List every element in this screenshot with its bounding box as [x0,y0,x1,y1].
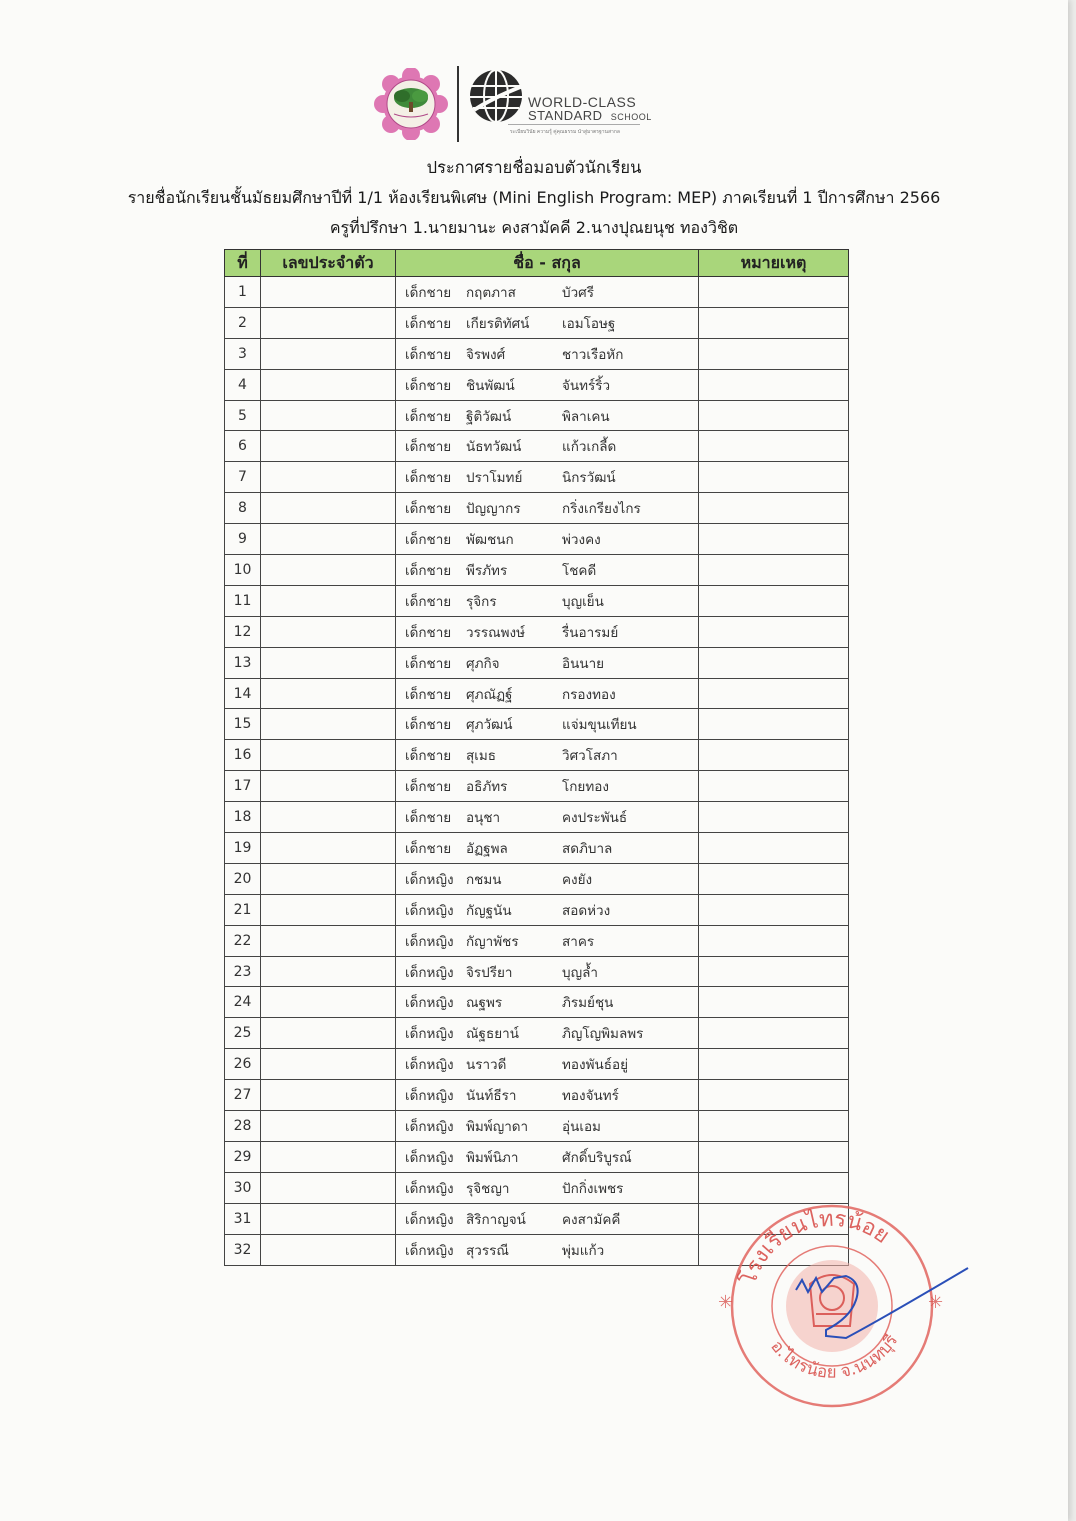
table-row [225,740,849,771]
student-name-cell [396,307,699,338]
student-id-cell [261,1049,396,1080]
student-name-cell [396,647,699,678]
remark-cell [699,1111,849,1142]
student-id-cell [261,1172,396,1203]
row-number: 9 [225,524,261,555]
table-row [225,1111,849,1142]
row-number: 17 [225,771,261,802]
row-number: 1 [225,277,261,308]
first-name: จิรปรียา [466,964,513,981]
first-name: ณฐพร [466,995,503,1012]
student-id-cell [261,771,396,802]
remark-cell [699,833,849,864]
row-number: 20 [225,863,261,894]
last-name: เอมโอษฐ [562,315,616,332]
globe-icon [466,66,530,126]
column-header-id: เลขประจำตัว [261,250,396,277]
first-name: รุจิชญา [466,1180,510,1197]
wordmark-underline [508,124,640,125]
student-id-cell [261,925,396,956]
student-name-cell [396,277,699,308]
table-row [225,1080,849,1111]
name-prefix: เด็กหญิง [405,1149,454,1166]
name-prefix: เด็กชาย [405,315,452,332]
table-row [225,555,849,586]
stamp-right-star-icon: ✳ [928,1292,944,1313]
name-prefix: เด็กชาย [405,655,452,672]
last-name: แก้วเกลี้ด [562,439,617,456]
student-id-cell [261,863,396,894]
table-row [225,863,849,894]
table-row [225,647,849,678]
row-number: 13 [225,647,261,678]
student-id-cell [261,1141,396,1172]
student-id-cell [261,833,396,864]
student-name-cell [396,740,699,771]
row-number: 25 [225,1018,261,1049]
last-name: พ่วงคง [562,532,601,549]
row-number: 19 [225,833,261,864]
name-prefix: เด็กชาย [405,779,452,796]
first-name: พัฒชนก [466,532,514,549]
last-name: กรองทอง [562,686,616,703]
name-prefix: เด็กหญิง [405,1242,454,1259]
student-id-cell [261,1018,396,1049]
name-prefix: เด็กหญิง [405,1211,454,1228]
row-number: 27 [225,1080,261,1111]
table-row [225,709,849,740]
last-name: ชาวเรือหัก [562,346,624,363]
last-name: สาคร [562,933,595,950]
last-name: โกยทอง [562,779,609,796]
remark-cell [699,585,849,616]
name-prefix: เด็กชาย [405,408,452,425]
last-name: คงสามัคคี [562,1211,621,1228]
last-name: คงประพันธ์ [562,810,628,827]
last-name: ทองพันธ์อยู่ [562,1057,628,1074]
table-row [225,802,849,833]
student-name-cell [396,524,699,555]
school-stamp-with-signature [700,1196,970,1416]
student-name-cell [396,1018,699,1049]
student-name-cell [396,833,699,864]
student-name-cell [396,493,699,524]
last-name: ทองจันทร์ [562,1088,619,1105]
last-name: คงยัง [562,871,593,888]
name-prefix: เด็กหญิง [405,1118,454,1135]
student-id-cell [261,647,396,678]
first-name: พีรภัทร [466,562,508,579]
student-name-cell [396,1203,699,1234]
name-prefix: เด็กชาย [405,717,452,734]
row-number: 28 [225,1111,261,1142]
name-prefix: เด็กชาย [405,377,452,394]
table-row [225,369,849,400]
student-name-cell [396,462,699,493]
table-row [225,400,849,431]
student-name-cell [396,585,699,616]
name-prefix: เด็กชาย [405,284,452,301]
table-row [225,616,849,647]
table-row [225,462,849,493]
table-row [225,1018,849,1049]
name-prefix: เด็กหญิง [405,1180,454,1197]
first-name: สุเมธ [466,748,496,765]
first-name: กชมน [466,871,502,888]
first-name: ศุภกิจ [466,655,500,672]
last-name: รื่นอารมย์ [562,624,619,641]
row-number: 3 [225,338,261,369]
first-name: ศุภวัฒน์ [466,717,513,734]
remark-cell [699,616,849,647]
first-name: เกียรติทัศน์ [466,315,530,332]
column-header-name: ชื่อ - สกุล [396,250,699,277]
name-prefix: เด็กชาย [405,686,452,703]
student-id-cell [261,616,396,647]
table-row [225,524,849,555]
last-name: พิลาเคน [562,408,610,425]
remark-cell [699,1018,849,1049]
remark-cell [699,1141,849,1172]
name-prefix: เด็กชาย [405,501,452,518]
first-name: พิมพ์นิภา [466,1149,519,1166]
wordmark-line-1: WORLD-CLASS [528,94,637,110]
first-name: กัญาพัชร [466,933,519,950]
table-row [225,833,849,864]
name-prefix: เด็กหญิง [405,1057,454,1074]
student-id-cell [261,493,396,524]
row-number: 8 [225,493,261,524]
remark-cell [699,647,849,678]
table-body [225,277,849,1266]
remark-cell [699,555,849,586]
row-number: 4 [225,369,261,400]
table-row [225,956,849,987]
stamp-top-text: โรงเรียนไทรน้อย [736,1206,894,1289]
page-subtitle: รายชื่อนักเรียนชั้นมัธยมศึกษาปีที่ 1/1 ห้องเรียนพิเศษ (Mini English Program: MEP) ภาคเรียนที่ 1 ปีการศึกษา 2566 [127,188,941,207]
last-name: อุ่นเอม [562,1118,601,1135]
student-id-cell [261,400,396,431]
row-number: 30 [225,1172,261,1203]
last-name: จันทร์ริ้ว [562,377,611,394]
student-name-cell [396,431,699,462]
student-id-cell [261,678,396,709]
remark-cell [699,400,849,431]
remark-cell [699,431,849,462]
first-name: วรรณพงษ์ [466,624,525,641]
row-number: 26 [225,1049,261,1080]
name-prefix: เด็กชาย [405,346,452,363]
last-name: ภิญโญพิมลพร [562,1026,644,1043]
student-name-cell [396,1141,699,1172]
first-name: นันท์ธีรา [466,1088,517,1105]
first-name: ชินพัฒน์ [466,377,515,394]
last-name: นิกรวัฒน์ [562,470,616,487]
table-row [225,925,849,956]
remark-cell [699,678,849,709]
table-row [225,431,849,462]
remark-cell [699,493,849,524]
student-name-cell [396,1080,699,1111]
last-name: ศักดิ์บริบูรณ์ [562,1149,632,1166]
student-name-cell [396,956,699,987]
table-header-row [225,250,849,277]
student-name-cell [396,925,699,956]
row-number: 16 [225,740,261,771]
row-number: 22 [225,925,261,956]
student-id-cell [261,555,396,586]
row-number: 14 [225,678,261,709]
student-id-cell [261,1080,396,1111]
first-name: อัฏฐพล [466,840,508,857]
table-row [225,493,849,524]
name-prefix: เด็กชาย [405,840,452,857]
last-name: บุญเย็น [562,593,604,610]
student-id-cell [261,369,396,400]
student-name-cell [396,1049,699,1080]
name-prefix: เด็กหญิง [405,933,454,950]
row-number: 23 [225,956,261,987]
name-prefix: เด็กหญิง [405,964,454,981]
header-logos [372,64,652,146]
student-id-cell [261,524,396,555]
table-row [225,585,849,616]
first-name: สุวรรณี [466,1242,509,1259]
name-prefix: เด็กชาย [405,470,452,487]
remark-cell [699,956,849,987]
last-name: สดภิบาล [562,840,613,857]
stamp-bottom-text: อ.ไทรน้อย จ.นนทบุรี [766,1331,903,1383]
row-number: 18 [225,802,261,833]
student-id-cell [261,1111,396,1142]
row-number: 6 [225,431,261,462]
student-id-cell [261,894,396,925]
student-name-cell [396,555,699,586]
student-id-cell [261,307,396,338]
name-prefix: เด็กหญิง [405,1088,454,1105]
last-name: โชคดี [562,562,597,579]
row-number: 2 [225,307,261,338]
wordmark-standard: STANDARD [528,108,603,123]
row-number: 31 [225,1203,261,1234]
first-name: รุจิกร [466,593,497,610]
remark-cell [699,987,849,1018]
last-name: ปักกิ่งเพชร [562,1180,624,1197]
row-number: 12 [225,616,261,647]
first-name: กฤตภาส [466,284,516,301]
name-prefix: เด็กหญิง [405,1026,454,1043]
name-prefix: เด็กชาย [405,532,452,549]
last-name: วิศวโสภา [562,748,618,765]
row-number: 24 [225,987,261,1018]
remark-cell [699,863,849,894]
table-row [225,987,849,1018]
row-number: 11 [225,585,261,616]
row-number: 32 [225,1234,261,1265]
first-name: ณัฐธยาน์ [466,1026,519,1043]
name-prefix: เด็กชาย [405,810,452,827]
remark-cell [699,925,849,956]
name-prefix: เด็กชาย [405,562,452,579]
student-name-cell [396,1111,699,1142]
advisors-line: ครูที่ปรึกษา 1.นายมานะ คงสามัคคี 2.นางปุณยนุช ทองวิชิต [329,218,739,237]
student-id-cell [261,802,396,833]
name-prefix: เด็กหญิง [405,902,454,919]
column-header-no: ที่ [225,250,261,277]
student-id-cell [261,277,396,308]
wordmark-line-2 [528,108,652,123]
page-title: ประกาศรายชื่อมอบตัวนักเรียน [426,158,642,177]
name-prefix: เด็กชาย [405,593,452,610]
remark-cell [699,709,849,740]
remark-cell [699,307,849,338]
first-name: อธิภัทร [466,779,508,796]
row-number: 29 [225,1141,261,1172]
remark-cell [699,894,849,925]
student-id-cell [261,585,396,616]
remark-cell [699,277,849,308]
student-name-cell [396,771,699,802]
wordmark-school: SCHOOL [610,112,652,122]
student-name-cell [396,369,699,400]
last-name: แจ่มขุนเทียน [562,717,637,734]
first-name: กัญฐนัน [466,902,512,919]
table-row [225,894,849,925]
student-id-cell [261,462,396,493]
table-row [225,307,849,338]
row-number: 7 [225,462,261,493]
remark-cell [699,1080,849,1111]
remark-cell [699,802,849,833]
last-name: กริ่งเกรียงไกร [562,501,641,518]
first-name: ศุภณัฏฐ์ [466,686,513,703]
first-name: อนุชา [466,810,501,827]
first-name: นราวดี [466,1057,507,1074]
name-prefix: เด็กชาย [405,748,452,765]
row-number: 15 [225,709,261,740]
first-name: ฐิติวัฒน์ [466,408,512,425]
student-roster-table [224,249,849,1266]
name-prefix: เด็กหญิง [405,871,454,888]
last-name: อินนาย [562,655,605,672]
remark-cell [699,462,849,493]
table-row [225,1049,849,1080]
row-number: 10 [225,555,261,586]
school-seal-logo [372,68,450,140]
remark-cell [699,1049,849,1080]
name-prefix: เด็กหญิง [405,995,454,1012]
table-row [225,678,849,709]
student-name-cell [396,1234,699,1265]
name-prefix: เด็กชาย [405,439,452,456]
student-id-cell [261,740,396,771]
last-name: พุ่มแก้ว [562,1242,605,1259]
student-id-cell [261,338,396,369]
first-name: ปราโมทย์ [466,470,523,487]
remark-cell [699,369,849,400]
student-id-cell [261,431,396,462]
name-prefix: เด็กชาย [405,624,452,641]
remark-cell [699,740,849,771]
row-number: 5 [225,400,261,431]
first-name: นัธทวัฒน์ [466,439,522,456]
student-id-cell [261,1203,396,1234]
first-name: พิมพ์ญาดา [466,1118,529,1135]
student-name-cell [396,802,699,833]
last-name: บัวศรี [562,284,594,301]
world-class-wordmark [510,94,652,135]
student-name-cell [396,678,699,709]
wordmark-tagline: ระเบียบวินัย ความรู้ คู่คุณธรรม นำสู่มาตรฐานสากล [510,129,620,135]
table-row [225,771,849,802]
last-name: บุญล้ำ [562,964,598,981]
student-id-cell [261,956,396,987]
student-id-cell [261,987,396,1018]
student-name-cell [396,338,699,369]
remark-cell [699,771,849,802]
student-name-cell [396,616,699,647]
remark-cell [699,524,849,555]
logo-divider [457,66,459,142]
table-row [225,1141,849,1172]
student-name-cell [396,400,699,431]
student-name-cell [396,1172,699,1203]
row-number: 21 [225,894,261,925]
first-name: ปัญญากร [466,501,521,518]
last-name: สอดห่วง [562,902,611,919]
remark-cell [699,338,849,369]
table-row [225,338,849,369]
table-row [225,277,849,308]
column-header-remark: หมายเหตุ [699,250,849,277]
student-id-cell [261,1234,396,1265]
first-name: จิรพงศ์ [466,346,506,363]
student-name-cell [396,863,699,894]
first-name: สิริกาญจน์ [466,1211,526,1228]
student-name-cell [396,987,699,1018]
last-name: ภิรมย์ชุน [562,995,614,1012]
stamp-left-star-icon: ✳ [718,1292,734,1313]
student-name-cell [396,894,699,925]
student-name-cell [396,709,699,740]
student-id-cell [261,709,396,740]
